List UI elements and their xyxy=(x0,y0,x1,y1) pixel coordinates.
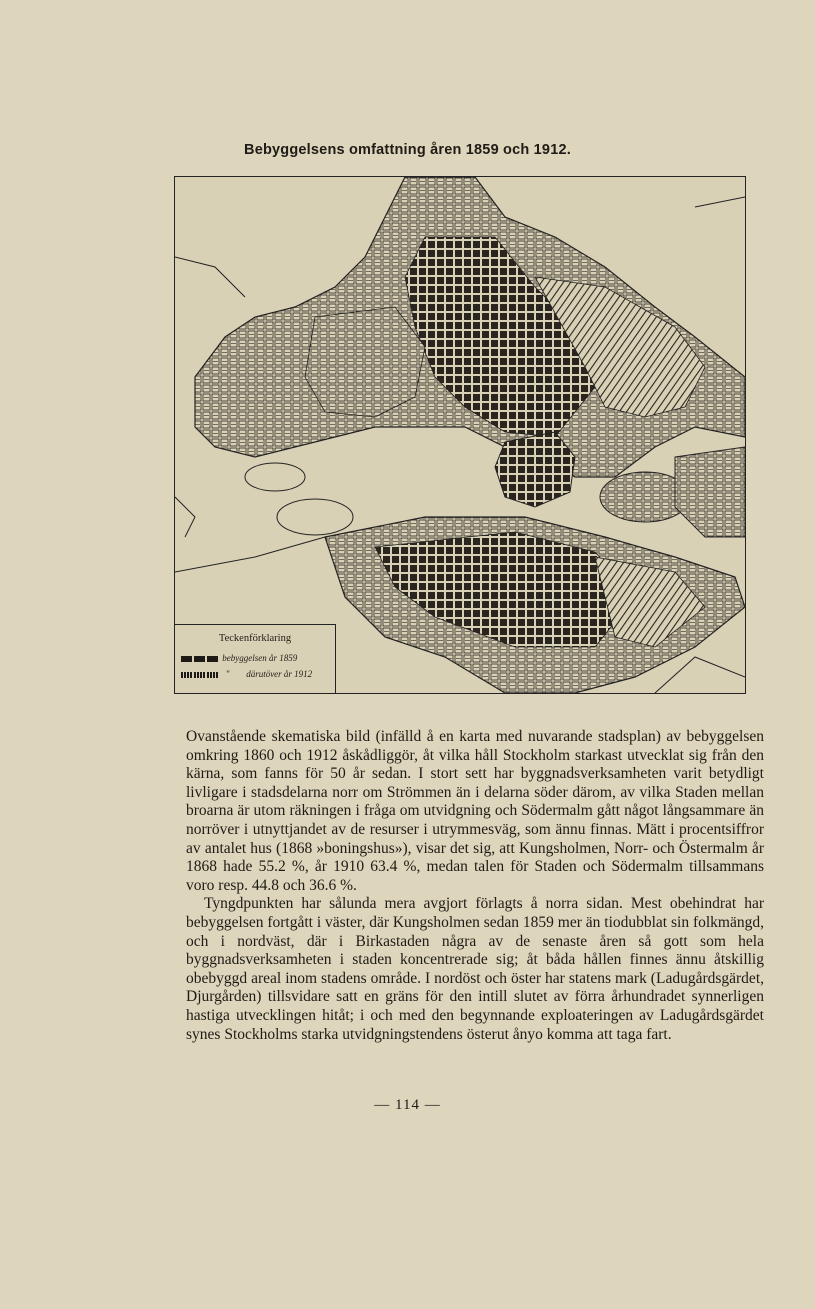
legend-row-1859 xyxy=(181,653,297,663)
page-number: — 114 — xyxy=(374,1097,441,1113)
paragraph-1: Ovanstående skematiska bild (infälld å en karta med nuvarande stadsplan) av bebyggelsen omkring 1860 och 1912 åskådliggör, åt vilka håll Stockholm starkast utvecklat sig från den kärna, som fanns för 50 år sedan. I stort sett har byggnadsverksamheten varit betydligt livligare i stadsdelarna norr om Strömmen än i delarna söder därom, av vilka Staden mellan broarna är utom räkningen i fråga om utvidgning och Södermalm gått något långsammare än norröver i utnyttjandet av de resurser i utrymmesväg, som ännu finnas. Mätt i procentsiffror av antalet hus (1868 »boningshus»), visar det sig, att Kungsholmen, Norr- och Östermalm år 1868 hade 55.2 %, år 1910 63.4 %, medan talen för Staden och Södermalm tillsammans voro resp. 44.8 och 36.6 %. xyxy=(186,728,764,894)
map-drawing xyxy=(175,177,745,693)
legend-swatch-solid xyxy=(194,656,205,662)
legend-row-1912 xyxy=(181,669,312,679)
legend-title: Teckenförklaring xyxy=(218,633,292,644)
legend-swatch-hatched xyxy=(181,672,192,678)
legend-swatch-hatched xyxy=(207,672,218,678)
legend-ditto-mark: " xyxy=(226,669,230,679)
map-legend xyxy=(175,624,336,693)
body-text xyxy=(186,728,764,1044)
legend-label-1859: bebyggelsen år 1859 xyxy=(222,653,298,663)
page-title: Bebyggelsens omfattning åren 1859 och 1912. xyxy=(244,142,571,158)
legend-swatch-solid xyxy=(181,656,192,662)
legend-swatch-hatched xyxy=(194,672,205,678)
legend-label-1912: därutöver år 1912 xyxy=(246,669,313,679)
paragraph-2: Tyngdpunkten har sålunda mera avgjort förlagts å norra sidan. Mest obehindrat har bebyggelsen fortgått i väster, där Kungsholmen sedan 1859 mer än tiodubblat sin folkmängd, och i nordväst, där i Birkastaden några av de senaste åren så gott som hela byggnadsverksamheten i staden koncentrerade sig; åt båda hållen finnes ännu åtskillig obebyggd areal inom stadens område. I nordöst och öster har statens mark (Ladugårdsgärdet, Djurgården) tillsvidare satt en gräns för den intill slutet av förra århundradet synnerligen hastiga utvecklingen hitåt; i och med den begynnande exploateringen av Ladugårdsgärdet synes Stockholms starka utvidgningstendens österut ånyo komma att taga fart. xyxy=(186,895,764,1043)
city-map xyxy=(174,176,746,694)
legend-swatch-solid xyxy=(207,656,218,662)
